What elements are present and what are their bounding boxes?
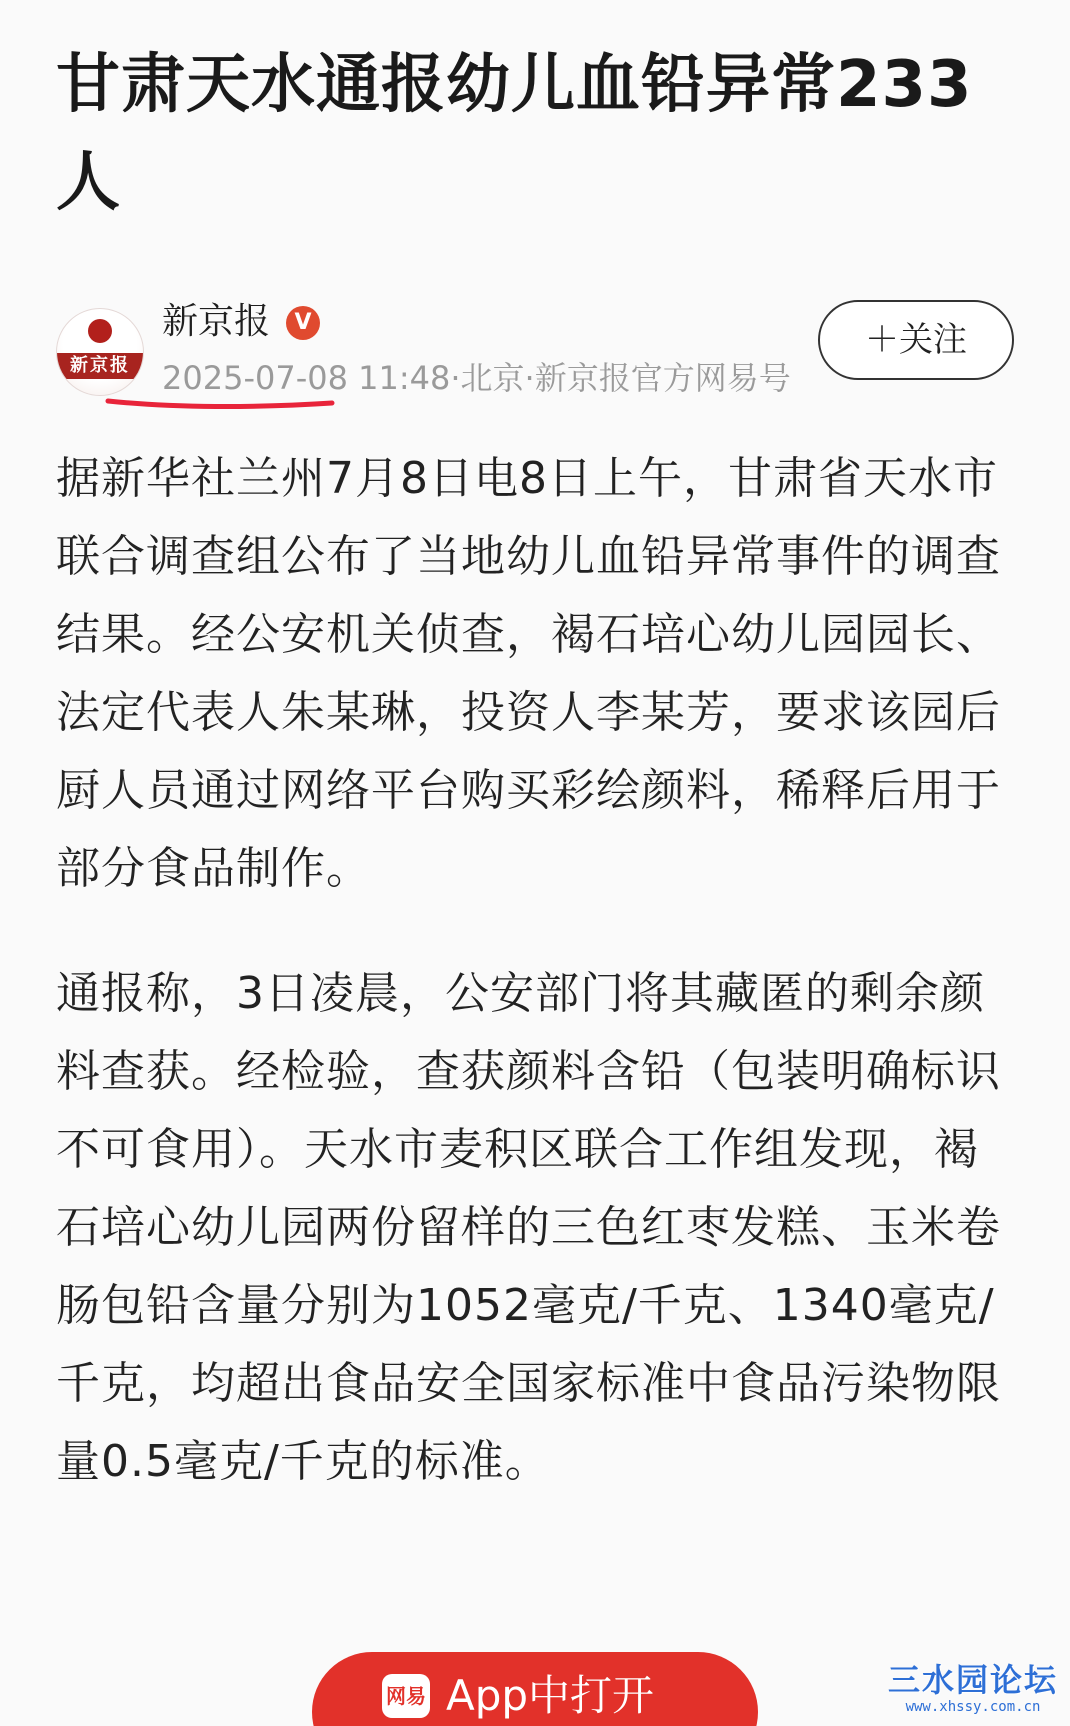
article-paragraph: 通报称，3日凌晨，公安部门将其藏匿的剩余颜料查获。经检验，查获颜料含铅（包装明确标识不可食用）。天水市麦积区联合工作组发现，褐石培心幼儿园两份留样的三色红枣发糕、玉米卷肠包铅含量分别为1052毫克/千克、1340毫克/千克，均超出食品安全国家标准中食品污染物限量0.5毫克/千克的标准。 bbox=[56, 968, 1001, 1487]
watermark bbox=[888, 1662, 1058, 1716]
publish-meta: 2025-07-08 11:48·北京·新京报官方网易号 bbox=[162, 359, 791, 397]
open-in-app-button[interactable] bbox=[312, 1652, 758, 1726]
avatar-logo-text: 新京报 bbox=[57, 353, 143, 379]
article-paragraph: 据新华社兰州7月8日电8日上午，甘肃省天水市联合调查组公布了当地幼儿血铅异常事件的调查结果。经公安机关侦查，褐石培心幼儿园园长、法定代表人朱某琳，投资人李某芳，要求该园后厨人员通过网络平台购买彩绘颜料，稀释后用于部分食品制作。 bbox=[56, 453, 1001, 894]
article-title: 甘肃天水通报幼儿血铅异常233人 bbox=[56, 48, 973, 220]
author-name[interactable]: 新京报 bbox=[162, 301, 271, 342]
verified-icon: V bbox=[286, 306, 320, 340]
author-row bbox=[56, 300, 1016, 400]
emblem-icon bbox=[88, 319, 112, 343]
red-underline-annotation bbox=[104, 396, 336, 410]
watermark-url: www.xhssy.com.cn bbox=[905, 1699, 1041, 1715]
author-avatar[interactable] bbox=[56, 308, 144, 396]
watermark-name: 三水园论坛 bbox=[888, 1661, 1059, 1699]
follow-button[interactable]: ＋关注 bbox=[818, 300, 1014, 380]
netease-app-icon: 网易 bbox=[382, 1674, 430, 1718]
open-in-app-label: App中打开 bbox=[446, 1671, 655, 1720]
